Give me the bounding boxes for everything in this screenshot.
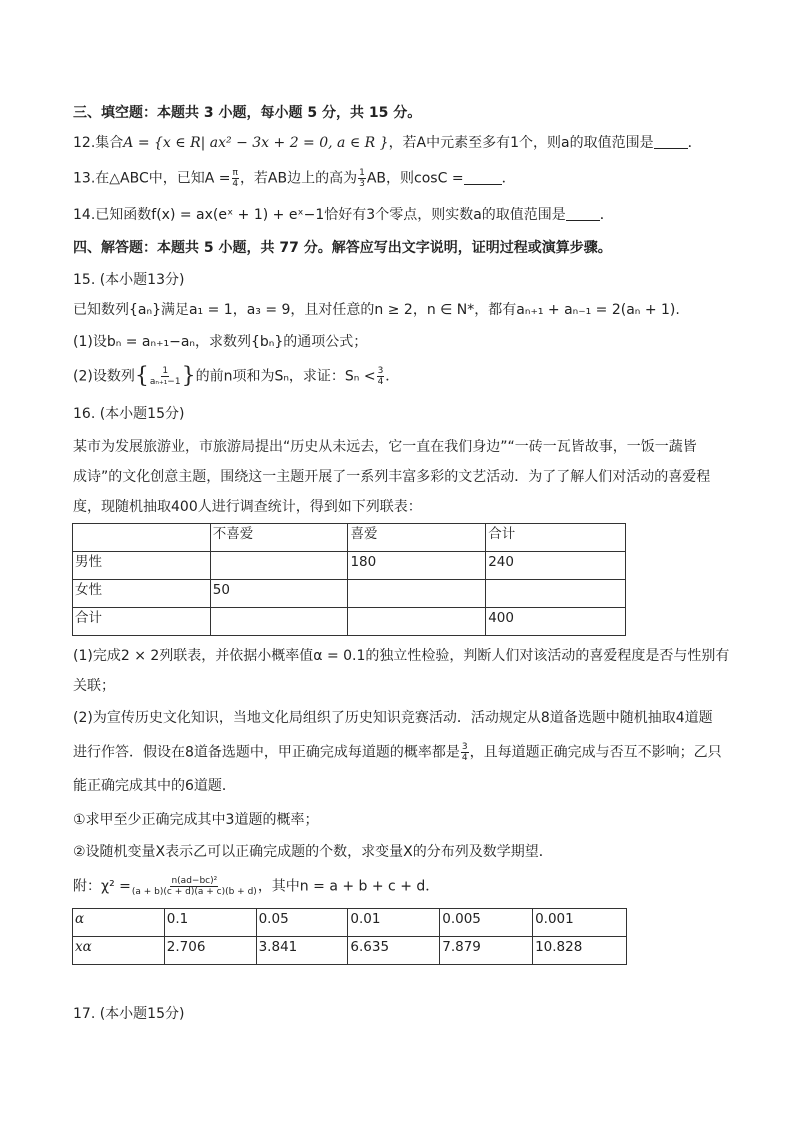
table-cell: xα xyxy=(73,937,165,965)
table-cell: 0.05 xyxy=(256,909,348,937)
q14-text: 14.已知函数f(x) = ax(eˣ + 1) + eˣ−1恰好有3个零点，则实数a的取值范围是 xyxy=(73,207,566,223)
table-cell xyxy=(73,524,211,552)
q15-part2: (2)设数列{ $\frac{1}{\text{aₙ₊₁−1}}$ }的前n项和为Sₙ，求证：Sₙ < $\frac{3}{4}$ ． xyxy=(73,363,400,389)
question-14: 14.已知函数f(x) = ax(eˣ + 1) + eˣ−1恰好有3个零点，则实数a的取值范围是 ． xyxy=(73,207,614,223)
table-cell xyxy=(486,580,626,608)
q17-title: 17. (本小题15分) xyxy=(73,1006,185,1022)
q15-title: 15. (本小题13分) xyxy=(73,272,185,288)
q16-sub2: ②设随机变量X表示乙可以正确完成题的个数，求变量X的分布列及数学期望． xyxy=(73,844,553,860)
table-cell: 7.879 xyxy=(440,937,533,965)
q15-part2-fraction: $\frac{1}{\text{aₙ₊₁−1}}$ xyxy=(149,366,181,387)
table-cell xyxy=(348,580,486,608)
critical-value-table xyxy=(72,908,627,965)
q16-probability-fraction: $\frac{3}{4}$ xyxy=(461,742,468,763)
q16-part2-line1: (2)为宣传历史文化知识，当地文化局组织了历史知识竞赛活动．活动规定从8道备选题中随机抽取4道题 xyxy=(73,710,713,726)
q13-fraction-height: $\frac{1}{3}$ xyxy=(359,168,365,189)
table-cell: 不喜爱 xyxy=(210,524,348,552)
q13-prefix: 13.在 xyxy=(73,170,110,187)
q16-title: 16. (本小题15分) xyxy=(73,406,185,422)
table-row xyxy=(73,608,626,636)
table-header-row xyxy=(73,524,626,552)
table-cell: 合计 xyxy=(73,608,211,636)
question-13: 13.在△ABC中，已知A = $\frac{\pi}{4}$ ，若AB边上的高为 $\frac{1}{3}$ AB，则cosC = ． xyxy=(73,168,516,189)
table-cell: 180 xyxy=(348,552,486,580)
table-cell: 6.635 xyxy=(348,937,440,965)
q12-suffix: ，若A中元素至多有1个，则a的取值范围是 xyxy=(388,135,654,151)
table-row xyxy=(73,909,627,937)
q16-stem-line1: 某市为发展旅游业，市旅游局提出“历史从未远去，它一直在我们身边”“一砖一瓦皆故事，一饭一蔬皆 xyxy=(73,439,697,455)
q15-stem: 已知数列{aₙ}满足a₁ = 1，a₃ = 9，且对任意的n ≥ 2，n ∈ N*，都有aₙ₊₁ + aₙ₋₁ = 2(aₙ + 1). xyxy=(73,302,680,318)
table-cell: 男性 xyxy=(73,552,211,580)
q16-part2-line2: 进行作答．假设在8道备选题中，甲正确完成每道题的概率都是 $\frac{3}{4}$ ，且每道题正确完成与否互不影响；乙只 xyxy=(73,742,722,763)
section-heading-fill-in: 三、填空题：本题共 3 小题，每小题 5 分，共 15 分。 xyxy=(73,105,422,121)
contingency-table xyxy=(72,523,626,636)
table-cell: 0.001 xyxy=(533,909,627,937)
q12-answer-blank[interactable] xyxy=(654,134,688,149)
table-cell: 合计 xyxy=(486,524,626,552)
q16-part1-line1: (1)完成2 × 2列联表，并依据小概率值α = 0.1的独立性检验，判断人们对该活动的喜爱程度是否与性别有 xyxy=(73,648,730,664)
table-cell xyxy=(210,552,348,580)
table-cell: 50 xyxy=(210,580,348,608)
q16-sub1: ①求甲至少正确完成其中3道题的概率； xyxy=(73,812,319,828)
q13-mid: ，若AB边上的高为 xyxy=(239,170,358,187)
table-cell: 喜爱 xyxy=(348,524,486,552)
table-cell: 240 xyxy=(486,552,626,580)
q12-prefix: 12.集合 xyxy=(73,135,124,151)
table-row xyxy=(73,552,626,580)
q16-part2-line3: 能正确完成其中的6道题． xyxy=(73,778,236,794)
section-heading-solutions: 四、解答题：本题共 5 小题，共 77 分。解答应写出文字说明，证明过程或演算步骤。 xyxy=(73,240,612,256)
table-cell xyxy=(210,608,348,636)
q13-triangle: △ABC中，已知A = xyxy=(109,170,231,187)
q13-fraction-angle: $\frac{\pi}{4}$ xyxy=(232,168,239,189)
table-cell: 女性 xyxy=(73,580,211,608)
table-cell: 0.1 xyxy=(164,909,256,937)
q16-stem-line3: 度，现随机抽取400人进行调查统计，得到如下列联表： xyxy=(73,499,422,515)
table-cell: 400 xyxy=(486,608,626,636)
q12-set: A = {x ∈ R| ax² − 3x + 2 = 0, a ∈ R } xyxy=(123,135,389,151)
q14-answer-blank[interactable] xyxy=(566,206,600,221)
q16-appendix-formula: 附：χ² = $\frac{\text{n(ad−bc)²}}{(a + b)(c + d)(a + c)(b + d)}$ ，其中n = a + b + c + d． xyxy=(73,876,440,897)
q15-part2-bound-fraction: $\frac{3}{4}$ xyxy=(377,366,384,387)
q16-part1-line2: 关联； xyxy=(73,678,115,694)
table-cell: 0.005 xyxy=(440,909,533,937)
question-12: 12.集合A = {x ∈ R| ax² − 3x + 2 = 0, a ∈ R }，若A中元素至多有1个，则a的取值范围是 ． xyxy=(73,135,702,151)
table-cell xyxy=(348,608,486,636)
table-cell: 10.828 xyxy=(533,937,627,965)
table-row xyxy=(73,580,626,608)
chi-square-fraction: $\frac{\text{n(ad−bc)²}}{(a + b)(c + d)(a + c)(b + d)}$ xyxy=(131,876,257,897)
table-cell: 3.841 xyxy=(256,937,348,965)
table-cell: 0.01 xyxy=(348,909,440,937)
table-cell: α xyxy=(73,909,165,937)
q16-stem-line2: 成诗”的文化创意主题，围绕这一主题开展了一系列丰富多彩的文艺活动．为了了解人们对活动的喜爱程 xyxy=(73,469,711,485)
table-row xyxy=(73,937,627,965)
q13-tail: AB，则cosC = xyxy=(366,170,464,187)
table-cell: 2.706 xyxy=(164,937,256,965)
q13-answer-blank[interactable] xyxy=(464,170,502,185)
q15-part1: (1)设bₙ = aₙ₊₁−aₙ，求数列{bₙ}的通项公式； xyxy=(73,334,368,350)
